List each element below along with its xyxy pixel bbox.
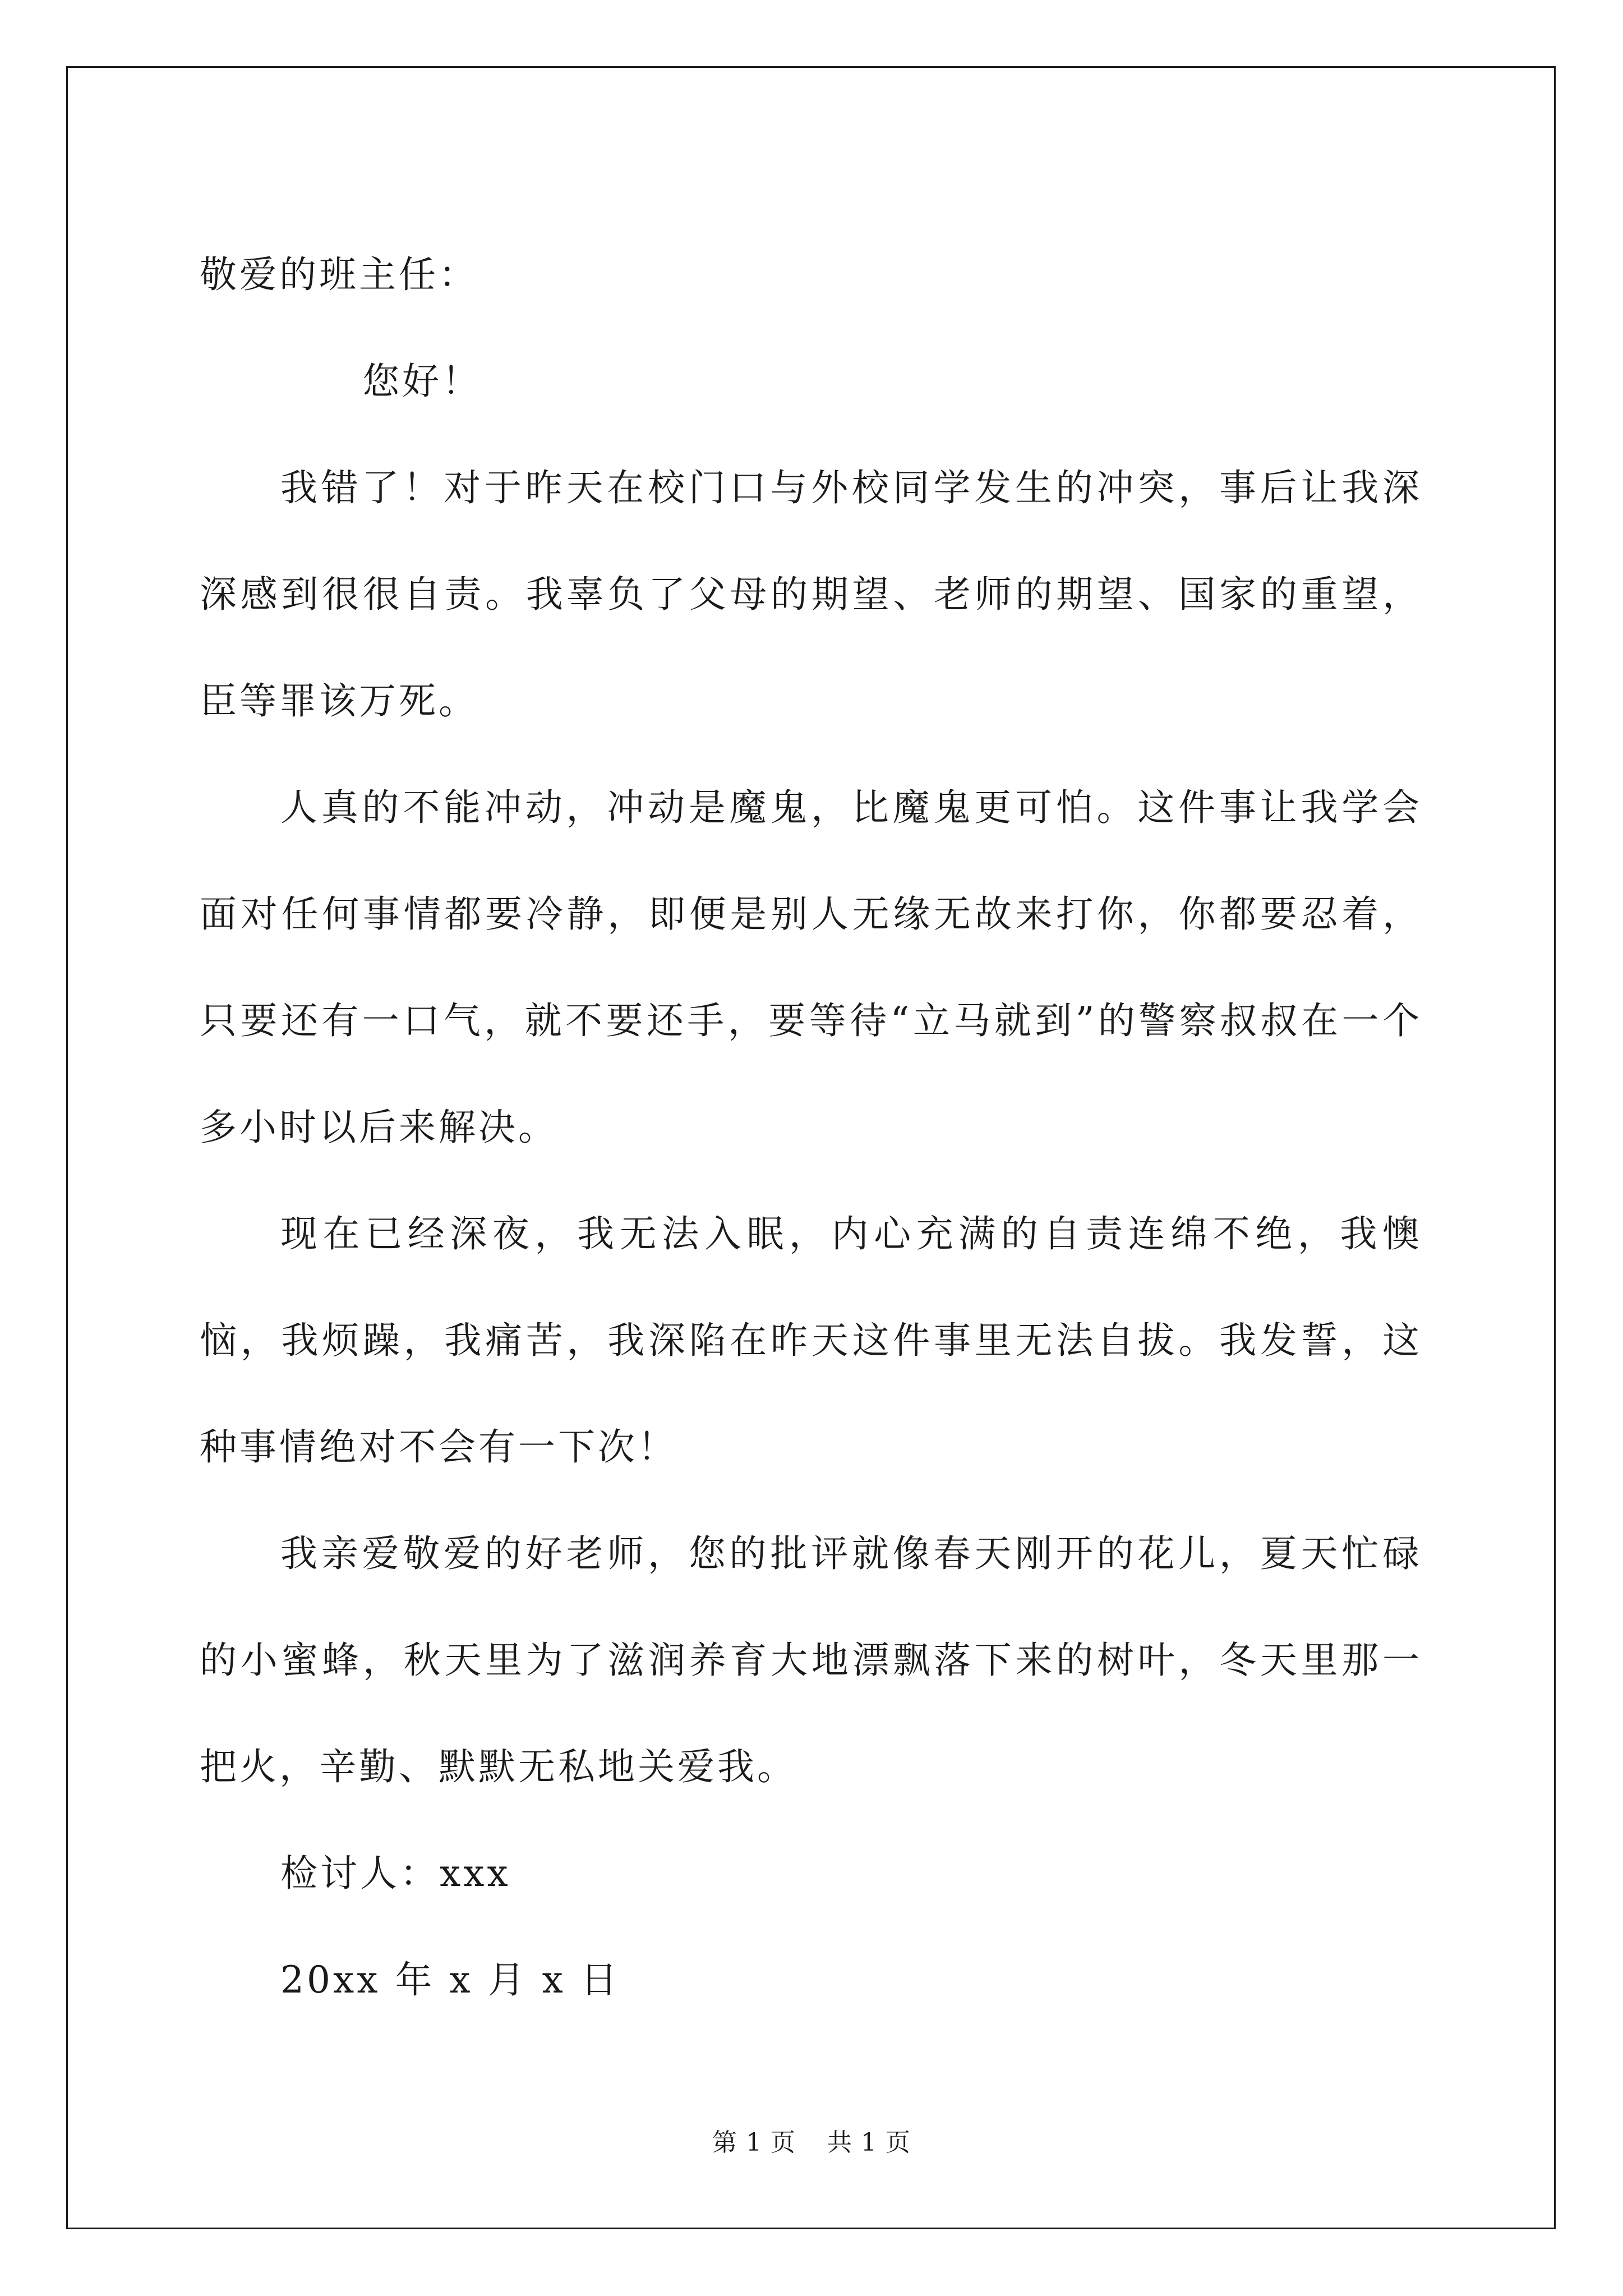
letter-body — [200, 222, 1422, 2033]
signer: 检讨人：xxx — [280, 1852, 511, 1895]
paragraph-teacher: 我亲爱敬爱的好老师，您的批评就像春天刚开的花儿，夏天忙碌的小蜜蜂，秋天里为了滋润养育大地漂飘落下来的树叶，冬天里那一把火，辛勤、默默无私地关爱我。 — [200, 1532, 1422, 1788]
page-count: 共 1 页 — [827, 2128, 911, 2157]
paragraph-apology: 我错了！对于昨天在校门口与外校同学发生的冲突，事后让我深深感到很很自责。我辜负了父母的期望、老师的期望、国家的重望，臣等罪该万死。 — [200, 466, 1422, 723]
salutation: 敬爱的班主任： — [200, 253, 478, 296]
letter-date: 20xx 年 x 月 x 日 — [280, 1958, 620, 2001]
page-footer — [0, 2126, 1623, 2160]
paragraph-remorse: 现在已经深夜，我无法入眠，内心充满的自责连绵不绝，我懊恼，我烦躁，我痛苦，我深陷在昨天这件事里无法自拔。我发誓，这种事情绝对不会有一下次！ — [200, 1212, 1422, 1469]
page-number: 第 1 页 — [712, 2128, 796, 2157]
greeting: 您好！ — [362, 360, 482, 403]
paragraph-impulse: 人真的不能冲动，冲动是魔鬼，比魔鬼更可怕。这件事让我学会面对任何事情都要冷静，即便是别人无缘无故来打你，你都要忍着，只要还有一口气，就不要还手，要等待“立马就到”的警察叔叔在一个多小时以后来解决。 — [200, 786, 1422, 1149]
